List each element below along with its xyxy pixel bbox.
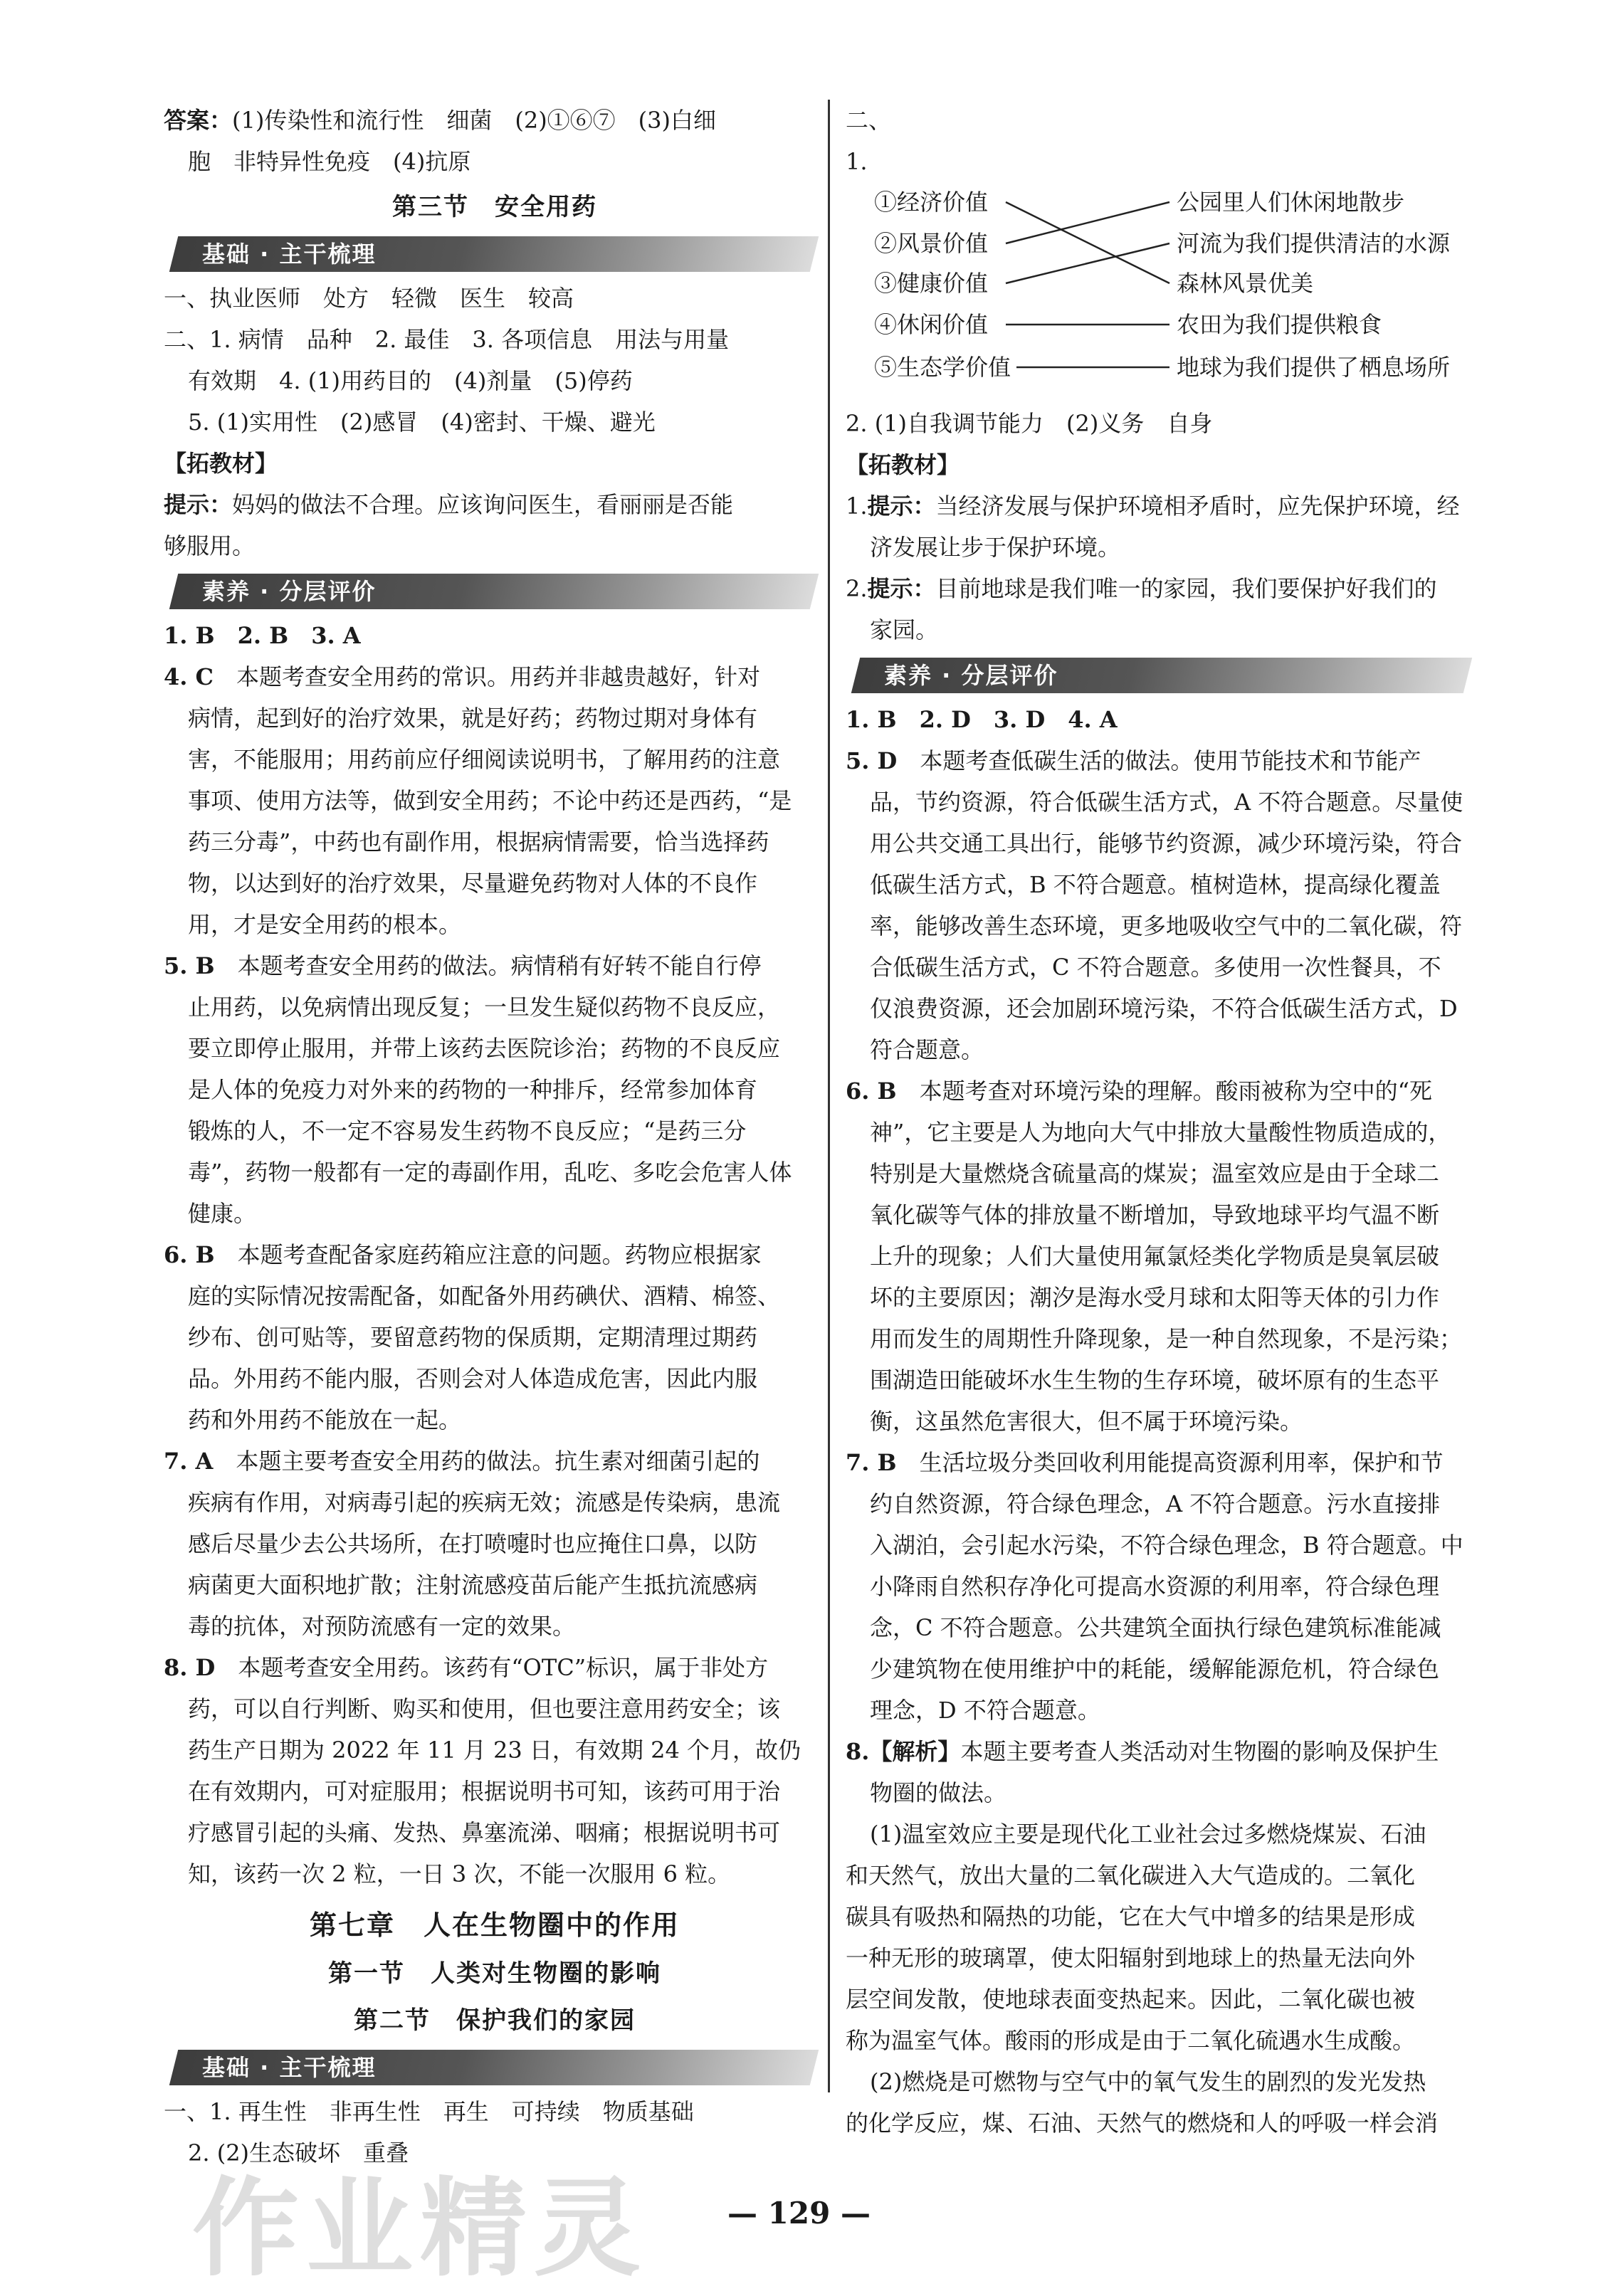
q8-para-2-line: 的化学反应，煤、石油、天然气的燃烧和人的呼吸一样会消 xyxy=(846,2110,1439,2137)
right-answer-items xyxy=(846,740,1479,1813)
match-right-3: 森林风景优美 xyxy=(1177,270,1314,297)
tip-num: 2. xyxy=(846,575,868,602)
banner-basics xyxy=(169,236,819,272)
left-item-2-line: 锻炼的人，不一定不容易发生药物不良反应；“是药三分 xyxy=(188,1117,747,1144)
item-text: 本题考查安全用药的做法。病情稍有好转不能自行停 xyxy=(237,952,762,979)
match-line-1 xyxy=(1006,202,1169,283)
item-number: 5. B xyxy=(164,952,238,979)
tip-text: 目前地球是我们唯一的家园，我们要保护好我们的 xyxy=(935,575,1437,602)
left-item-2-line: 要立即停止服用，并带上该药去医院诊治；药物的不良反应 xyxy=(188,1035,781,1062)
q8-para-1-line: 和天然气，放出大量的二氧化碳进入大气造成的。二氧化 xyxy=(846,1862,1416,1889)
item-number: 6. B xyxy=(164,1241,238,1268)
section-title: 第三节 安全用药 xyxy=(392,193,597,221)
right-item-2-line: 神”，它主要是人为地向大气中排放大量酸性物质造成的， xyxy=(870,1119,1451,1146)
left-item-2-line: 健康。 xyxy=(188,1200,257,1227)
basics-line-4: 5. (1)实用性 (2)感冒 (4)密封、干燥、避光 xyxy=(188,409,656,436)
match-left-3: ③健康价值 xyxy=(874,270,989,297)
item-text: 本题考查安全用药的常识。用药并非越贵越好，针对 xyxy=(236,663,761,690)
right-item-4-line: 物圈的做法。 xyxy=(870,1779,1007,1806)
left-item-3-line: 品。外用药不能内服，否则会对人体造成危害，因此内服 xyxy=(188,1365,758,1392)
banner-label: 素养 · 分层评价 xyxy=(202,578,377,605)
chapter-section-2: 第二节 保护我们的家园 xyxy=(354,2006,636,2035)
left-item-4-line xyxy=(164,1441,826,1482)
basics2-line-1: 一、1. 再生性 非再生性 再生 可持续 物质基础 xyxy=(164,2098,694,2125)
left-item-2-line: 是人体的免疫力对外来的药物的一种排斥，经常参加体育 xyxy=(188,1076,758,1103)
tip-2 xyxy=(846,568,1479,651)
banner-basics-2 xyxy=(169,2050,819,2085)
item-number: 6. B xyxy=(846,1078,920,1105)
q8-analysis xyxy=(846,1813,1479,2144)
item-number: 7. A xyxy=(164,1448,236,1475)
left-item-3-line: 纱布、创可贴等，要留意药物的保质期，定期清理过期药 xyxy=(188,1324,758,1351)
right-item-3-line: 小降雨自然积存净化可提高水资源的利用率，符合绿色理 xyxy=(870,1573,1440,1600)
left-item-3-line: 药和外用药不能放在一起。 xyxy=(188,1406,462,1433)
left-item-5-line xyxy=(164,1647,826,1688)
left-item-3-line xyxy=(164,1234,826,1275)
match-line-2 xyxy=(1006,202,1169,243)
right-item-2-line xyxy=(846,1070,1479,1112)
right-item-1-line: 符合题意。 xyxy=(870,1036,984,1063)
left-item-5-line: 疗感冒引起的头痛、发热、鼻塞流涕、咽痛；根据说明书可 xyxy=(188,1819,781,1846)
banner-label: 基础 · 主干梳理 xyxy=(202,2054,377,2081)
basics-line-2: 二、1. 病情 品种 2. 最佳 3. 各项信息 用法与用量 xyxy=(164,326,730,353)
right-item-1-line: 率，能够改善生态环境，更多地吸收空气中的二氧化碳，符 xyxy=(870,912,1463,939)
match-line-3 xyxy=(1006,243,1169,283)
q8-para-1-line: (1)温室效应主要是现代化工业社会过多燃烧煤炭、石油 xyxy=(870,1821,1426,1848)
left-column xyxy=(164,100,826,2174)
tip-label: 提示： xyxy=(867,493,936,520)
right-column xyxy=(846,100,1479,2144)
item-number: 7. B xyxy=(846,1449,920,1476)
answer-text: (1)传染性和流行性 细菌 (2)①⑥⑦ (3)白细 xyxy=(232,107,717,134)
answer-intro xyxy=(164,100,826,182)
tip-text: 当经济发展与保护环境相矛盾时，应先保护环境，经 xyxy=(935,493,1460,520)
right-item-3-line: 少建筑物在使用维护中的耗能，缓解能源危机，符合绿色 xyxy=(870,1655,1440,1682)
item-number: 8. D xyxy=(164,1654,238,1681)
short-answers: 1. B 2. D 3. D 4. A xyxy=(846,706,1118,733)
right-item-2-line: 衡，这虽然危害很大，但不属于环境污染。 xyxy=(870,1408,1303,1435)
right-item-3-line: 理念，D 不符合题意。 xyxy=(870,1697,1100,1724)
q8-para-1-line: 碳具有吸热和隔热的功能，它在大气中增多的结果是形成 xyxy=(846,1903,1416,1930)
part-heading: 二、 xyxy=(846,107,892,134)
left-item-1-line: 病情，起到好的治疗效果，就是好药；药物过期对身体有 xyxy=(188,705,758,732)
match-right-1: 公园里人们休闲地散步 xyxy=(1177,189,1405,216)
left-item-5-line: 知，该药一次 2 粒，一日 3 次，不能一次服用 6 粒。 xyxy=(188,1860,731,1887)
item-number: 5. D xyxy=(846,747,920,774)
left-item-5-line: 药生产日期为 2022 年 11 月 23 日，有效期 24 个月，故仍 xyxy=(188,1737,801,1764)
short-answers: 1. B 2. B 3. A xyxy=(164,622,361,649)
q1-label: 1. xyxy=(846,148,868,175)
match-right-5: 地球为我们提供了栖息场所 xyxy=(1177,354,1451,381)
item-label: 【解析】 xyxy=(869,1738,961,1765)
watermark: 作业精灵 xyxy=(192,2167,648,2291)
tip-text: 妈妈的做法不合理。应该询问医生，看丽丽是否能 xyxy=(232,491,734,518)
q2-answer: 2. (1)自我调节能力 (2)义务 自身 xyxy=(846,410,1213,437)
right-item-2-line: 用而发生的周期性升降现象，是一种自然现象，不是污染； xyxy=(870,1325,1463,1352)
match-left-5: ⑤生态学价值 xyxy=(874,354,1011,381)
left-item-1-line: 物，以达到好的治疗效果，尽量避免药物对人体的不良作 xyxy=(188,870,758,897)
tip-text-cont: 家园。 xyxy=(870,616,939,643)
right-item-1-line: 仅浪费资源，还会加剧环境污染，不符合低碳生活方式，D xyxy=(870,995,1458,1022)
banner-label: 基础 · 主干梳理 xyxy=(202,241,377,268)
right-item-2-line: 坏的主要原因；潮汐是海水受月球和太阳等天体的引力作 xyxy=(870,1284,1440,1311)
left-item-1-line: 事项、使用方法等，做到安全用药；不论中药还是西药，“是 xyxy=(188,787,792,814)
tip-text-cont: 够服用。 xyxy=(164,532,256,559)
left-item-4-line: 疾病有作用，对病毒引起的疾病无效；流感是传染病，患流 xyxy=(188,1489,781,1516)
left-item-4-line: 毒的抗体，对预防流感有一定的效果。 xyxy=(188,1613,576,1640)
left-item-3-line: 庭的实际情况按需配备，如配备外用药碘伏、酒精、棉签、 xyxy=(188,1283,781,1310)
match-left-2: ②风景价值 xyxy=(874,230,989,257)
answer-label: 答案： xyxy=(164,107,233,134)
right-item-1-line: 合低碳生活方式，C 不符合题意。多使用一次性餐具，不 xyxy=(870,954,1441,981)
item-text: 本题主要考查人类活动对生物圈的影响及保护生 xyxy=(960,1738,1439,1765)
tip-1 xyxy=(846,485,1479,568)
tip-label: 提示： xyxy=(164,491,233,518)
page-number: — 129 — xyxy=(727,2196,871,2231)
right-item-3-line: 念，C 不符合题意。公共建筑全面执行绿色建筑标准能减 xyxy=(870,1614,1441,1641)
right-item-2-line: 氧化碳等气体的排放量不断增加，导致地球平均气温不断 xyxy=(870,1201,1440,1228)
match-right-4: 农田为我们提供粮食 xyxy=(1177,311,1382,338)
chapter-section-1: 第一节 人类对生物圈的影响 xyxy=(328,1959,661,1988)
chapter-title: 第七章 人在生物圈中的作用 xyxy=(309,1909,680,1941)
left-item-1-line xyxy=(164,656,826,697)
item-text: 生活垃圾分类回收利用能提高资源利用率，保护和节 xyxy=(919,1449,1444,1476)
match-left-4: ④休闲价值 xyxy=(874,311,989,338)
item-text: 本题考查低碳生活的做法。使用节能技术和节能产 xyxy=(920,747,1421,774)
tip-text-cont: 济发展让步于保护环境。 xyxy=(870,534,1121,561)
banner-label: 素养 · 分层评价 xyxy=(884,662,1058,689)
banner-eval xyxy=(169,574,819,609)
column-divider xyxy=(828,100,830,2092)
q8-para-1-line: 层空间发散，使地球表面变热起来。因此，二氧化碳也被 xyxy=(846,1986,1416,2013)
tuojiaocai-label: 【拓教材】 xyxy=(846,451,960,478)
tuojiaocai-label: 【拓教材】 xyxy=(164,450,278,477)
banner-eval xyxy=(851,658,1472,693)
left-item-4-line: 病菌更大面积地扩散；注射流感疫苗后能产生抵抗流感病 xyxy=(188,1571,758,1599)
left-item-2-line: 毒”，药物一般都有一定的毒副作用，乱吃、多吃会危害人体 xyxy=(188,1159,792,1186)
q8-para-1-line: 一种无形的玻璃罩，使太阳辐射到地球上的热量无法向外 xyxy=(846,1944,1416,1971)
right-item-1-line: 品，节约资源，符合低碳生活方式，A 不符合题意。尽量使 xyxy=(870,789,1463,816)
right-item-1-line: 用公共交通工具出行，能够节约资源，减少环境污染，符合 xyxy=(870,830,1463,857)
left-answer-items xyxy=(164,656,826,1895)
right-item-2-line: 上升的现象；人们大量使用氟氯烃类化学物质是臭氧层破 xyxy=(870,1243,1440,1270)
basics-line-1: 一、执业医师 处方 轻微 医生 较高 xyxy=(164,285,574,312)
tip xyxy=(164,484,826,567)
left-item-4-line: 感后尽量少去公共场所，在打喷嚏时也应掩住口鼻，以防 xyxy=(188,1530,758,1557)
right-item-3-line: 入湖泊，会引起水污染，不符合绿色理念，B 符合题意。中 xyxy=(870,1532,1463,1559)
item-number: 8. xyxy=(846,1738,870,1765)
right-item-2-line: 围湖造田能破坏水生生物的生存环境，破坏原有的生态平 xyxy=(870,1366,1440,1394)
item-text: 本题考查配备家庭药箱应注意的问题。药物应根据家 xyxy=(237,1241,762,1268)
q8-para-2-line: (2)燃烧是可燃物与空气中的氧气发生的剧烈的发光发热 xyxy=(870,2068,1426,2095)
left-item-2-line xyxy=(164,945,826,986)
left-item-5-line: 药，可以自行判断、购买和使用，但也要注意用药安全；该 xyxy=(188,1695,781,1722)
item-text: 本题考查安全用药。该药有“OTC”标识，属于非处方 xyxy=(238,1654,769,1681)
basics-line-3: 有效期 4. (1)用药目的 (4)剂量 (5)停药 xyxy=(188,367,633,394)
right-item-3-line: 约自然资源，符合绿色理念，A 不符合题意。污水直接排 xyxy=(870,1490,1441,1517)
left-item-1-line: 害，不能服用；用药前应仔细阅读说明书，了解用药的注意 xyxy=(188,746,781,773)
tip-num: 1. xyxy=(846,493,868,520)
right-item-1-line: 低碳生活方式，B 不符合题意。植树造林，提高绿化覆盖 xyxy=(870,871,1441,898)
left-item-1-line: 用，才是安全用药的根本。 xyxy=(188,911,462,938)
answer-text-cont: 胞 非特异性免疫 (4)抗原 xyxy=(188,148,471,175)
matching-diagram xyxy=(874,186,1479,400)
match-right-2: 河流为我们提供清洁的水源 xyxy=(1177,230,1451,257)
basics2-line-2: 2. (2)生态破坏 重叠 xyxy=(188,2139,409,2166)
item-number: 4. C xyxy=(164,663,237,690)
left-item-1-line: 药三分毒”，中药也有副作用，根据病情需要，恰当选择药 xyxy=(188,828,769,855)
item-text: 本题主要考查安全用药的做法。抗生素对细菌引起的 xyxy=(236,1448,760,1475)
q8-para-1-line: 称为温室气体。酸雨的形成是由于二氧化硫遇水生成酸。 xyxy=(846,2027,1416,2054)
right-item-2-line: 特别是大量燃烧含硫量高的煤炭；温室效应是由于全球二 xyxy=(870,1160,1440,1187)
right-item-3-line xyxy=(846,1442,1479,1483)
tip-label: 提示： xyxy=(867,575,936,602)
left-item-2-line: 止用药，以免病情出现反复；一旦发生疑似药物不良反应， xyxy=(188,994,781,1021)
right-item-4-line xyxy=(846,1731,1479,1772)
right-item-1-line xyxy=(846,740,1479,781)
match-left-1: ①经济价值 xyxy=(874,189,989,216)
item-text: 本题考查对环境污染的理解。酸雨被称为空中的“死 xyxy=(919,1078,1432,1105)
left-item-5-line: 在有效期内，可对症服用；根据说明书可知，该药可用于治 xyxy=(188,1778,781,1805)
